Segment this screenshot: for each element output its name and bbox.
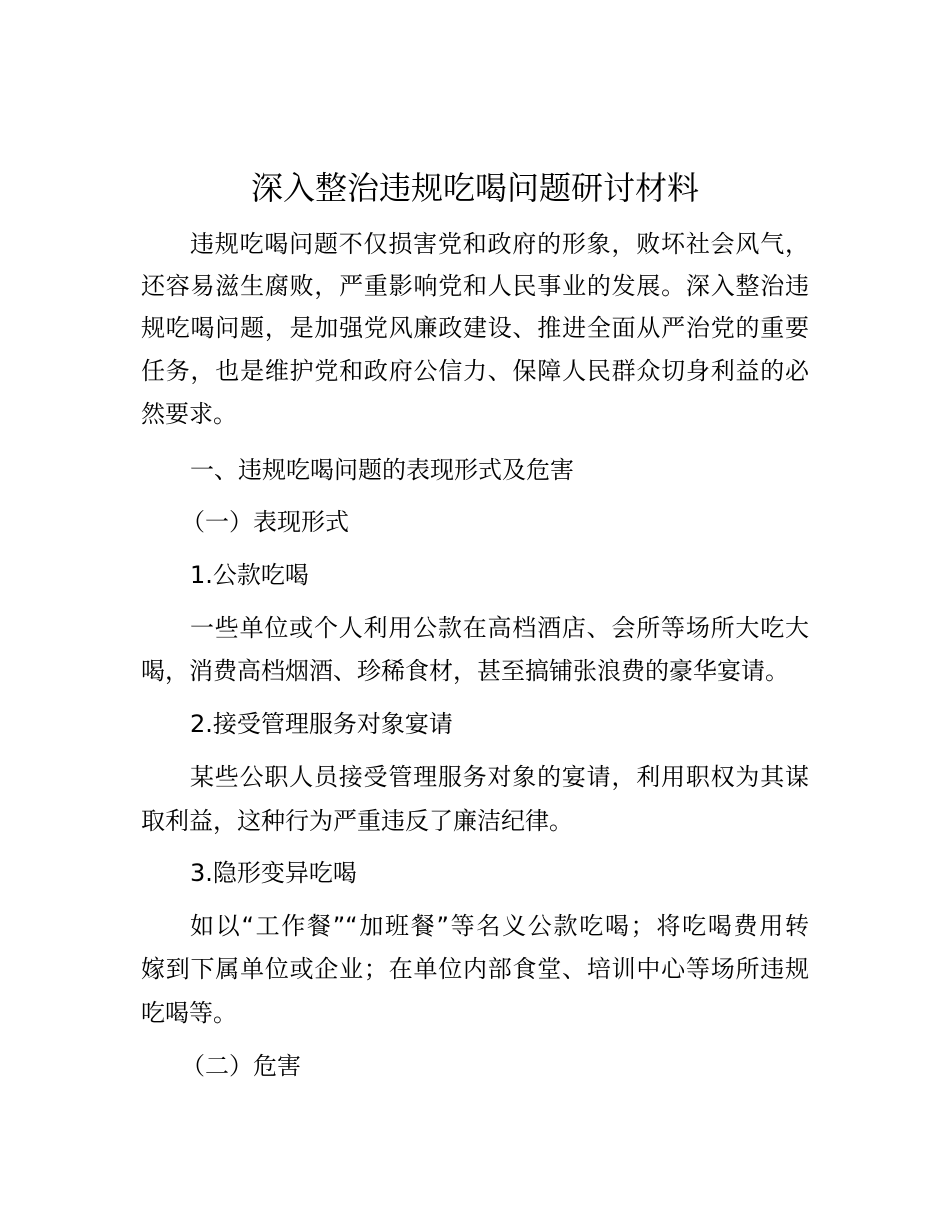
- item1-body-line-1: 一些单位或个人利用公款在高档酒店、会所等场所大吃大: [190, 614, 809, 642]
- intro-line-1: 违规吃喝问题不仅损害党和政府的形象，败坏社会风气，: [190, 230, 809, 258]
- item3-body-line-1: 如以“工作餐”“加班餐”等名义公款吃喝；将吃喝费用转: [190, 912, 809, 940]
- intro-line-2: 还容易滋生腐败，严重影响党和人民事业的发展。深入整治违: [141, 272, 809, 300]
- item3-body-line-3: 吃喝等。: [141, 999, 237, 1027]
- section-heading-1: 一、违规吃喝问题的表现形式及危害: [190, 456, 574, 484]
- subsection-heading-2: （二）危害: [181, 1052, 301, 1080]
- intro-line-3: 规吃喝问题，是加强党风廉政建设、推进全面从严治党的重要: [141, 314, 809, 342]
- item2-body-line-2: 取利益，这种行为严重违反了廉洁纪律。: [141, 807, 573, 835]
- item-heading-2: 2.接受管理服务对象宴请: [190, 710, 453, 738]
- subsection-heading-1: （一）表现形式: [181, 508, 349, 536]
- item3-body-line-2: 嫁到下属单位或企业；在单位内部食堂、培训中心等场所违规: [141, 955, 809, 983]
- intro-line-4: 任务，也是维护党和政府公信力、保障人民群众切身利益的必: [141, 357, 809, 385]
- item1-body-line-2: 喝，消费高档烟酒、珍稀食材，甚至搞铺张浪费的豪华宴请。: [141, 657, 789, 685]
- item-heading-1: 1.公款吃喝: [190, 561, 309, 589]
- document-title: 深入整治违规吃喝问题研讨材料: [250, 169, 699, 207]
- item-heading-3: 3.隐形变异吃喝: [190, 859, 357, 887]
- intro-line-5: 然要求。: [141, 400, 237, 428]
- item2-body-line-1: 某些公职人员接受管理服务对象的宴请，利用职权为其谋: [190, 763, 809, 791]
